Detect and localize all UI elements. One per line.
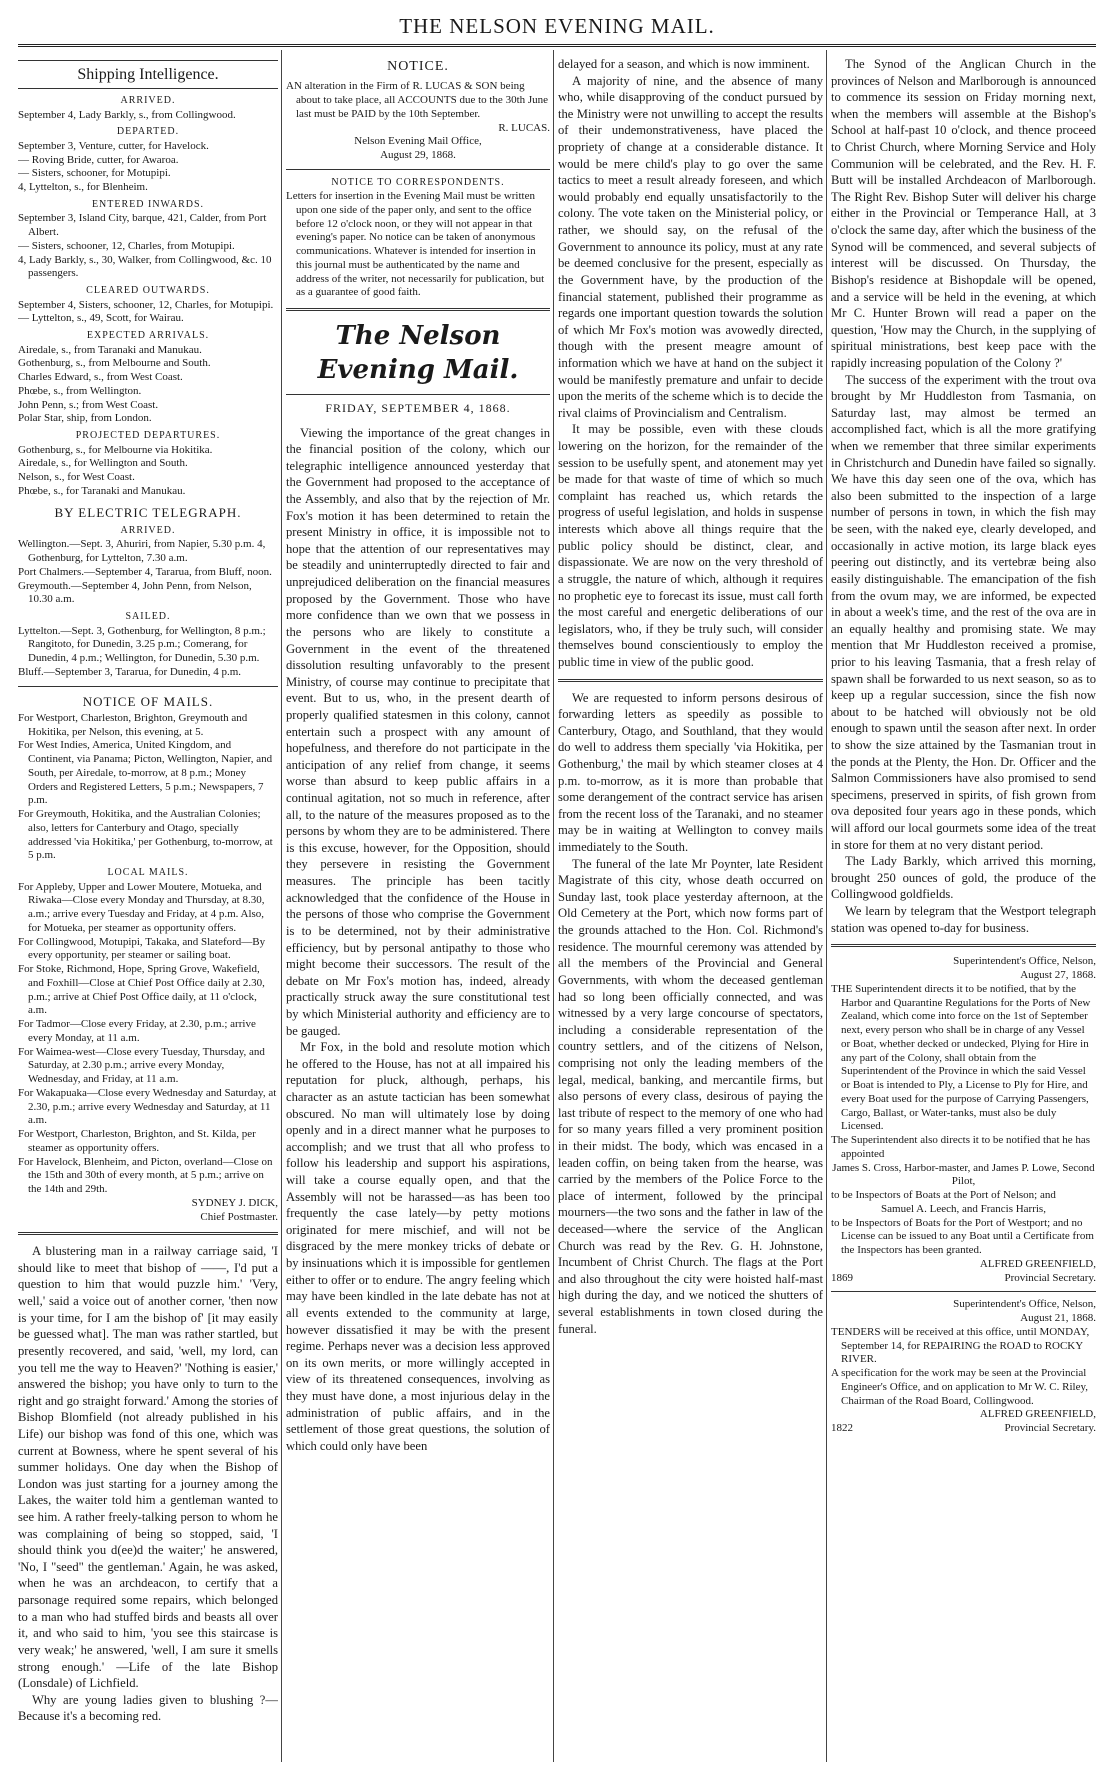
shipping-item: — Sisters, schooner, 12, Charles, from Motupipi. [18, 239, 235, 252]
shipping-item: 4, Lyttelton, s., for Blenheim. [18, 181, 148, 194]
signature-title: Provincial Secretary. [1004, 1271, 1096, 1284]
section-heading: LOCAL MAILS. [107, 867, 189, 879]
section-heading: ARRIVED. [120, 95, 176, 107]
paragraph: A majority of nine, and the absence of many who, while disapproving of the conduct pursued by the Ministry were not unwilling to accept the results of their undemonstrativeness, have placed the propriety of change at a considerable distance. It would be mere child's play to go over the same tactics to meet a result already foreseen, and which would probably end equally unsatisfactorily to the colony. The vote taken on the Ministerial policy, or rather, we should say, on the refusal of the Government to announce its policy, must at any rate be deemed conclusive for the present, especially as the Government have, by the production of the financial statement, published their programme as regards one important question towards the solution of which Mr Fox's motion was avowedly directed, though with the present meagre amount of information which we have at hand on the subject it would be manifestly premature and unfair to decide upon the merits of the scheme which is to decide the rival claims of Provincialism and Centralism. [558, 73, 823, 420]
paper-name: The Nelson Evening Mail. [317, 321, 519, 386]
section-heading: PROJECTED DEPARTURES. [75, 430, 221, 442]
section-heading: DEPARTED. [116, 126, 180, 138]
divider [18, 1232, 278, 1235]
notice-number: 1869 [831, 1271, 853, 1284]
mail-item: For Appleby, Upper and Lower Moutere, Motueka, and Riwaka—Close every Monday and Thursday, at 8.30, a.m.; arrive every Tuesday and Friday, at 4 p.m. Also, for Motueka, per steamer as opportunity offers. [18, 880, 265, 934]
signature: SYDNEY J. DICK, [191, 1196, 278, 1209]
paragraph: Viewing the importance of the great changes in the financial position of the colony, which our telegraphic intelligence announced yesterday that the Government had proposed to the acceptance of the Assembly, and also that by the rejection of Mr. Fox's motion it has been determined to retain the present Ministry in office, it is impossible not to hope that the attention of our representatives may be steadily and uninterruptedly directed to fair and unprejudiced deliberation on the financial measures proposed by the Government. Those who have more confidence than we own that we possess in the persons who are likely to constitute a Government in the event of the threatened dissolution resulting unfavorably to the present Ministry, of course may continue to precipitate that event. But to us, who, in the present dearth of properly qualified statesmen in this colony, cannot entertain such a prospect with any amount of hopefulness, and therefore do not participate in the anticipation of any relief from change, it seems worse than absurd to keep public affairs in a continual agitation, not so much in reference, after all, to the nature of the measures proposed as to the persons by whom they are to be administered. There is this excuse, however, for the Opposition, should they persevere in resisting the Government measures. The principle has been tacitly acknowledged that the confidence of the House in the persons of those who comprise the Government is to be determined, not by their administrative efficiency, but by personal antipathy to those who might become their successors. The result of the debate on Mr Fox's motion has, indeed, already practically struck away the sure constitutional test by which Ministerial authority and efficiency are to be gauged. [286, 425, 550, 1038]
column-4 [831, 56, 1096, 1760]
shipping-item: Gothenburg, s., from Melbourne and South. [18, 357, 211, 370]
local-news-continued [831, 56, 1096, 936]
column-1 [18, 56, 278, 1760]
mail-item: For Tadmor—Close every Friday, at 2.30, p.m.; arrive every Monday, at 11 a.m. [18, 1018, 256, 1044]
paragraph: It may be possible, even with these clouds lowering on the horizon, for the remainder of the session to be usefully spent, and atonement may yet be made for that waste of time of which so much complaint has reached us, which retards the progress of useful legislation, and holds in suspense interests which above all things require that the public policy should be distinct, clear, and dispassionate. We are now on the very threshold of a struggle, the nature of which, although it requires no prophetic eye to forecast its issue, must call forth the most careful and energetic deliberations of our legislators, who, if they be truly such, will consider themselves bound conscientiously to employ the public time in view of the public good. [558, 422, 823, 669]
divider [831, 1291, 1096, 1292]
notice-text: A specification for the work may be seen at the Provincial Engineer's Office, and on application to Mr W. C. Riley, Chairman of the Road Board, Collingwood. [831, 1367, 1088, 1407]
notice-date: August 21, 1868. [1020, 1312, 1096, 1325]
section-heading: ARRIVED. [120, 524, 176, 536]
paragraph: The Lady Barkly, which arrived this morning, brought 250 ounces of gold, the produce of the Collingwood goldfields. [831, 854, 1096, 902]
notice-text: AN alteration in the Firm of R. LUCAS & SON being about to take place, all ACCOUNTS due to the 30th June last must be PAID by the 10th September. [286, 80, 549, 120]
shipping-item: Phœbe, s., for Taranaki and Manukau. [18, 484, 186, 497]
section-heading: ENTERED INWARDS. [91, 198, 205, 210]
notice-text: to be Inspectors of Boats for the Port of Westport; and no License can be issued to any Boat until a Certificate from the Inspectors has been granted. [831, 1216, 1094, 1257]
notice-text: TENDERS will be received at this office, until MONDAY, September 14, for REPAIRING the ROAD to ROCKY RIVER. [831, 1325, 1090, 1366]
shipping-list [18, 95, 278, 680]
divider [558, 679, 823, 682]
notice-title: NOTICE. [387, 59, 449, 74]
mail-item: For Wakapuaka—Close every Wednesday and Saturday, at 2.30, p.m.; arrive every Wednesday and Saturday, at 11 a.m. [18, 1086, 277, 1127]
notice-body [286, 80, 550, 163]
harbor-notice [831, 955, 1096, 1285]
local-news [558, 690, 823, 1338]
telegraph-heading: BY ELECTRIC TELEGRAPH. [54, 504, 242, 520]
notice-text: THE Superintendent directs it to be notified, that by the Harbor and Quarantine Regulations for the Ports of New Zealand, which come into force on the 1st of September next, every person who shall be in charge of any Vessel or Boat, whether decked or undecked, Plying for Hire in any part of the Colony, shall obtain from the Superintendent of the Province in which the said Vessel or Boat is intended to Ply, a License to Ply for Hire, and every Boat used for the purpose of Carrying Passengers, Cargo, Ballast, or Water-tanks, must also be duly Licensed. [831, 982, 1091, 1133]
signature: ALFRED GREENFIELD, [979, 1257, 1096, 1270]
mail-item: For Stoke, Richmond, Hope, Spring Grove, Wakefield, and Foxhill—Close at Chief Post Office daily at 2.30, p.m.; arrive at Chief Post Office daily, at 11 o'clock, a.m. [18, 963, 265, 1017]
shipping-item: Airedale, s., for Wellington and South. [18, 457, 188, 470]
paragraph: Mr Fox, in the bold and resolute motion which he offered to the House, has not at all impaired his reputation for pluck, although, perhaps, his character as an astute tactician has been somewhat obscured. No man will ultimately lose by doing openly and in a direct manner what he purposes to accomplish; and we trust that all who profess to follow his leadership and support his aspirations, will take a course equally open, and that the Assembly will not be harassed—as has been too frequently the case lately—by petty motions originated for mere mischief, and will not be disgraced by the mere monkey tricks of debate or by insinuations which it is impossible for gentlemen either to offer or to endure. The angry feeling which may have been kindled in the late debate has not at all events extended to the community at large, however dissatisfied it may be with the present regime. Perhaps never was a decision less approved on its own merits, or more willingly accepted in view of its threatened consequences, involving as they must have done, a most injurious delay in the administration of public affairs, and in the settlement of those great questions, the solution of which could only have been [286, 1040, 550, 1453]
paragraph: We are requested to inform persons desirous of forwarding letters as speedily as possible to Canterbury, Otago, and Southland, that they would do well to address them specially 'via Hokitika, per Gothenburg,' the mail by which steamer closes at 4 p.m. to-morrow, as it is more than probable that some derangement of the contract service has arisen from the recent loss of the Taranaki, and no steamer may be in waiting at Wellington to convey mails immediately to the South. [558, 690, 823, 855]
signature-title: Provincial Secretary. [1004, 1422, 1096, 1435]
paragraph: The funeral of the late Mr Poynter, late Resident Magistrate of this city, whose death occurred on Sunday last, took place yesterday afternoon, at the Old Cemetery at the Port, which now forms part of the grounds attached to the Hon. Col. Richmond's residence. The mournful ceremony was attended by all the members of the Provincial and General Governments, with whom the deceased gentleman had so long been officially connected, and was witnessed by a very large concourse of spectators, including a considerable representation of the country settlers, and of the citizens of Nelson, comprising not only the leading members of the legal, medical, banking, and mercantile firms, but also persons of every class, desirous of paying the last tribute of respect to the memory of one who had for so many years filled a very prominent position in their midst. The body, which was encased in a leaden coffin, on being taken from the hearse, was carried by the members of the Police Force to the place of interment, followed by the principal mourners—the two sons and the father in law of the deceased—where the service of the Anglican Church was read by the Rev. G. H. Johnstone, Incumbent of Christ Church. The flags at the Port and also throughout the city were hoisted half-mast high during the day, and we noticed the shutters of several establishments in town closed during the funeral. [558, 856, 823, 1336]
notice-text: The Superintendent also directs it to be notified that he has appointed [831, 1134, 1091, 1160]
notice-date: August 27, 1868. [1020, 969, 1096, 982]
shipping-item: Polar Star, ship, from London. [18, 412, 152, 425]
mail-item: For West Indies, America, United Kingdom, and Continent, via Panama; Picton, Wellington, Napier, and South, per Airedale, to-morrow, at 8 p.m.; Money Orders and Registered Letters, 5 p.m.; Newspapers, 7 p.m. [18, 739, 273, 807]
shipping-item: September 4, Lady Barkly, s., from Collingwood. [18, 108, 236, 121]
shipping-item: September 4, Sisters, schooner, 12, Charles, for Motupipi. [18, 298, 274, 311]
shipping-item: 4, Lady Barkly, s., 30, Walker, from Collingwood, &c. 10 passengers. [18, 253, 272, 280]
telegraph-item: Bluff.—September 3, Tararua, for Dunedin, 4 p.m. [18, 665, 242, 678]
notice-office: Superintendent's Office, Nelson, [953, 955, 1096, 968]
notice-text: to be Inspectors of Boats at the Port of Nelson; and [831, 1189, 1056, 1202]
masthead-rule [18, 44, 1096, 47]
mail-item: For Waimea-west—Close every Tuesday, Thursday, and Saturday, at 2.30 p.m.; arrive every Monday, Wednesday, and Friday, at 11 a.m. [18, 1045, 265, 1086]
notice-office: Nelson Evening Mail Office, [354, 135, 482, 148]
paragraph: The success of the experiment with the trout ova brought by Mr Huddleston from Tasmania, on Saturday last, may almost be termed an accomplished fact, which is all the more gratifying when we remember that three similar experiments in Christchurch and Dunedin have failed so signally. We have this day seen one of the ova, which has also been submitted to the inspection of a large number of persons in town, in which the fish may be seen, with the naked eye, clearly developed, and occasionally in active motion, its large black eyes peering out distinctly, and its vertebræ being also easily distinguishable. The emancipation of the fish from the ovum may, we are informed, be expected in about a week's time, and the rest of the ova are in an equally healthy and promising state. We may mention that Mr Huddleston received a promise, prior to his leaving Tasmania, that a fresh relay of spawn shall be forwarded to us next season, so as to keep up a regular succession, since the fish now about to be hatched will obviously not be old enough to spawn until the season after next. In order to show the size attained by the Tasmanian trout in the ponds at the Plenty, the Hon. Dr. Officer and the Salmon Commissioners have also promised to send specimens, preserved in spirits, of fish grown from ova deposited four years ago in these ponds, which will afford our local gourmets some idea of the treat in store for them at no very distant period. [831, 372, 1096, 852]
notice-office: Superintendent's Office, Nelson, [953, 1298, 1096, 1311]
section-heading: EXPECTED ARRIVALS. [86, 330, 210, 342]
signature-line [831, 1422, 1096, 1436]
divider [286, 308, 550, 311]
shipping-item: — Roving Bride, cutter, for Awaroa. [18, 153, 179, 166]
shipping-item: Airedale, s., from Taranaki and Manukau. [18, 343, 202, 356]
column-divider [281, 50, 282, 1762]
paragraph: We learn by telegram that the Westport telegraph station was opened to-day for business. [831, 904, 1096, 935]
section-heading: SAILED. [125, 611, 171, 623]
divider [831, 944, 1096, 947]
notice-number: 1822 [831, 1422, 853, 1435]
mail-item: For Collingwood, Motupipi, Takaka, and Slateford—By every opportunity, per steamer or sailing boat. [18, 935, 266, 962]
shipping-item: Nelson, s., for West Coast. [18, 471, 135, 484]
shipping-item: Gothenburg, s., for Melbourne via Hokitika. [18, 443, 213, 456]
bishop-story [18, 1243, 278, 1725]
editorial-continued [558, 56, 823, 671]
correspondents-body [286, 190, 550, 300]
section-heading: CLEARED OUTWARDS. [86, 285, 210, 297]
column-divider [826, 50, 827, 1762]
column-2 [286, 56, 550, 1760]
paragraph: Why are young ladies given to blushing ?—Because it's a becoming red. [18, 1692, 278, 1724]
correspondents-title: NOTICE TO CORRESPONDENTS. [331, 176, 505, 188]
telegraph-item: Lyttelton.—Sept. 3, Gothenburg, for Wellington, 8 p.m.; Rangitoto, for Dunedin, 3.25 p.m.; Comerang, for Dunedin, 4 p.m.; Wellington, for Dunedin, 5.30 p.m. [18, 624, 266, 665]
shipping-item: September 3, Venture, cutter, for Havelock. [18, 139, 209, 152]
divider [286, 169, 550, 170]
divider [18, 686, 278, 687]
tender-notice [831, 1298, 1096, 1436]
column-3 [558, 56, 823, 1760]
shipping-title: Shipping Intelligence. [18, 60, 278, 89]
mail-item: For Westport, Charleston, Brighton, and St. Kilda, per steamer as opportunity offers. [18, 1128, 256, 1154]
paragraph: The Synod of the Anglican Church in the provinces of Nelson and Marlborough is announced to commence its session on Friday morning next, when the members will assemble at the Bishop's School at half-past 10 o'clock, and thence proceed to Christ Church, where Morning Service and Holy Communion will be celebrated, and the Rev. H. F. Butt will be installed Archdeacon of Marlborough. The Right Rev. Bishop Suter will deliver his charge either in the Provincial or Temperance Hall, at 3 o'clock the same day, after which the business of the Synod will be commenced, and several subjects of interest will be discussed. On Thursday, the Bishop's residence at Bishopdale will be opened, and a service will be held in the evening, at which Mr C. Hunter Brown will read a paper on the question, 'How may the Church, in the supplying of spiritual ministrations, best keep pace with the rapidly increasing population of the Colony ?' [831, 57, 1096, 370]
dateline: FRIDAY, SEPTEMBER 4, 1868. [325, 400, 511, 415]
mail-item: For Greymouth, Hokitika, and the Australian Colonies; also, letters for Canterbury and Otago, specially addressed 'via Hokitika,' per Gothenburg, to-morrow, at 5 p.m. [18, 808, 273, 862]
mails-list [18, 712, 278, 1225]
signature-line [831, 1272, 1096, 1286]
signature: ALFRED GREENFIELD, [979, 1408, 1096, 1421]
paragraph: A blustering man in a railway carriage said, 'I should like to meet that bishop of ——, I'd put a question to him that would puzzle him.' 'Very, well,' said a voice out of another corner, 'then now is your time, for I am the bishop of' [it may easily be guessed what]. The man was rather startled, but presently recovered, and said, 'well, my lord, can you tell me the way to Heaven?' 'Nothing is easier,' answered the bishop; you have only to turn to the right and go straight forward.' Among the stories of Bishop Blomfield (not already published in his Life) our bishop was fond of this one, which was current at Bowness, where he spent several of his summer holidays. One day when the Bishop of London was just starting for a journey among the Lakes, the waiter told him a gentleman wanted to see him. A rather freely-talking person to whom he was complaining of being so stopped, said, 'I should think you d(ee)d the waiter;' he answered, 'No, I "seed" the gentleman.' Again, he was asked, when he was an archdeacon, to certify that a parsonage required some repairs, which belonged to a man who had stuffed birds and beasts all over it, and who said to him, 'you see this staircase is very weak;' he answered, 'well, I am sure it smells strong enough.' —Life of the late Bishop (Lonsdale) of Lichfield. [18, 1244, 278, 1691]
correspondents-text: Letters for insertion in the Evening Mail must be written upon one side of the paper only, and sent to the office before 12 o'clock noon, or they will not appear in that evening's paper. No notice can be taken of anonymous communications. Whatever is intended for insertion in this journal must be authenticated by the name and address of the writer, not necessarily for publication, but as a guarantee of good faith. [286, 190, 545, 299]
notice-date: August 29, 1868. [380, 149, 456, 162]
shipping-item: John Penn, s.; from West Coast. [18, 398, 159, 411]
masthead: THE NELSON EVENING MAIL. [399, 14, 715, 38]
shipping-item: — Lyttelton, s., 49, Scott, for Wairau. [18, 312, 184, 325]
mails-title: NOTICE OF MAILS. [82, 693, 214, 709]
shipping-item: September 3, Island City, barque, 421, Calder, from Port Albert. [18, 212, 267, 239]
appointees: Samuel A. Leech, and Francis Harris, [881, 1202, 1046, 1215]
divider [286, 394, 550, 395]
shipping-item: Phœbe, s., from Wellington. [18, 384, 142, 397]
telegraph-item: Port Chalmers.—September 4, Tararua, from Bluff, noon. [18, 565, 272, 578]
appointees: James S. Cross, Harbor-master, and James P. Lowe, Second Pilot, [832, 1161, 1095, 1188]
signature-title: Chief Postmaster. [200, 1210, 278, 1223]
mail-item: For Havelock, Blenheim, and Picton, overland—Close on the 15th and 30th of every month, at 5 p.m.; arrive on the 14th and 29th. [18, 1155, 273, 1196]
editorial [286, 425, 550, 1455]
shipping-item: Charles Edward, s., from West Coast. [18, 371, 183, 384]
telegraph-item: Wellington.—Sept. 3, Ahuriri, from Napier, 5.30 p.m. 4, Gothenburg, for Lyttelton, 7.30 a.m. [18, 538, 266, 565]
notice-signature: R. LUCAS. [498, 121, 550, 134]
shipping-item: — Sisters, schooner, for Motupipi. [18, 167, 171, 180]
column-divider [553, 50, 554, 1762]
telegraph-item: Greymouth.—September 4, John Penn, from Nelson, 10.30 a.m. [18, 579, 252, 606]
mail-item: For Westport, Charleston, Brighton, Greymouth and Hokitika, per Nelson, this evening, at 5. [18, 711, 248, 738]
paragraph: delayed for a season, and which is now imminent. [558, 57, 810, 71]
